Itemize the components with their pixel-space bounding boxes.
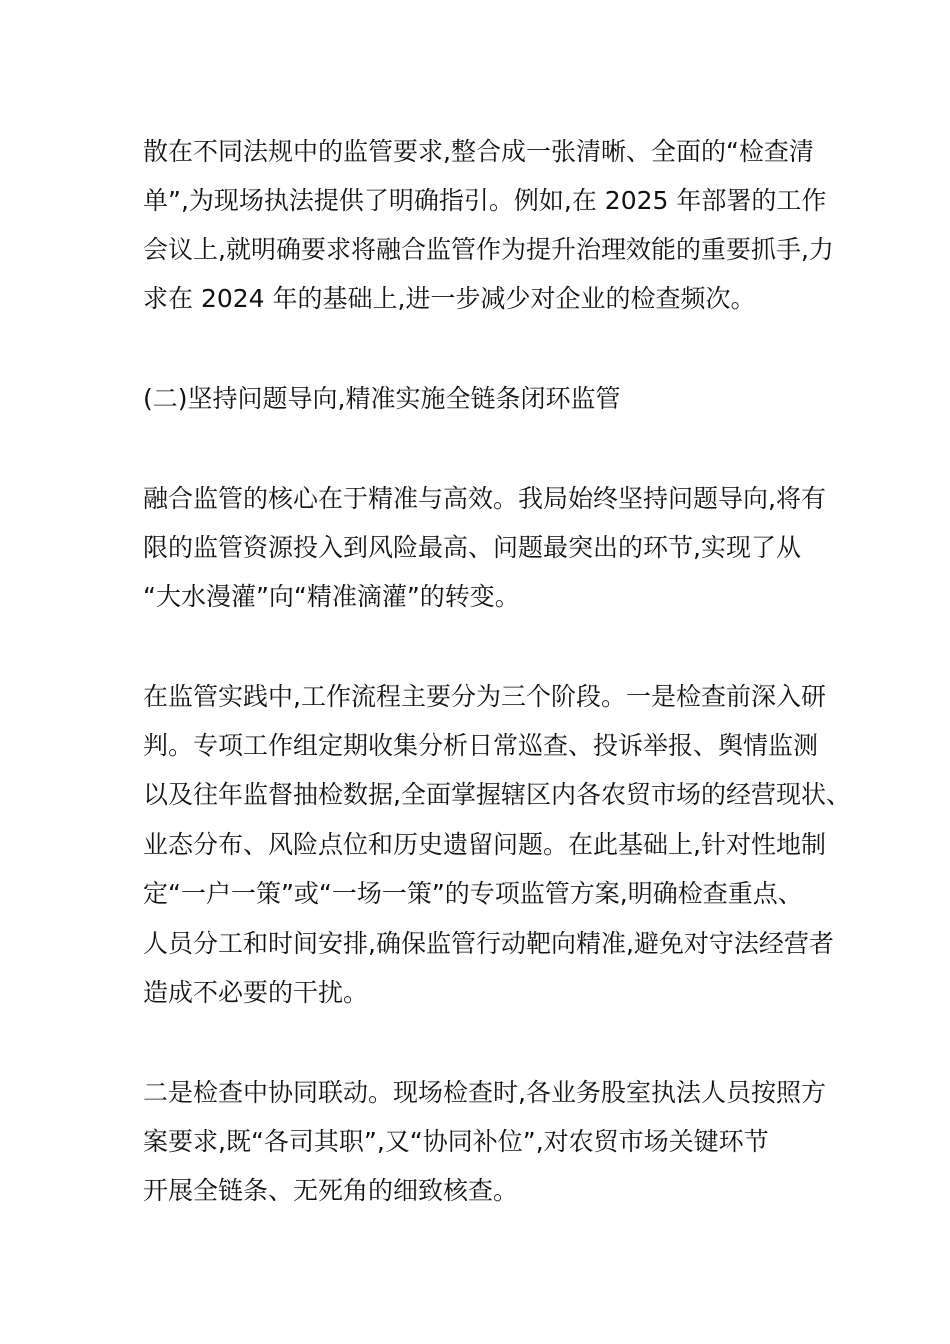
paragraph-3-line-6: 人员分工和时间安排,确保监管行动靶向精准,避免对守法经营者: [143, 929, 834, 958]
paragraph-4-line-3: 开展全链条、无死角的细致核查。: [143, 1176, 519, 1205]
paragraph-2-line-1: 融合监管的核心在于精准与高效。我局始终坚持问题导向,将有: [143, 484, 826, 513]
paragraph-3-line-2: 判。专项工作组定期收集分析日常巡查、投诉举报、舆情监测: [143, 731, 819, 760]
paragraph-3-line-7: 造成不必要的干扰。: [143, 978, 369, 1007]
paragraph-4-line-1: 二是检查中协同联动。现场检查时,各业务股室执法人员按照方: [143, 1078, 826, 1107]
paragraph-2-line-2: 限的监管资源投入到风险最高、问题最突出的环节,实现了从: [143, 533, 801, 562]
section-heading: (二)坚持问题导向,精准实施全链条闭环监管: [143, 384, 621, 413]
paragraph-3-line-3: 以及往年监督抽检数据,全面掌握辖区内各农贸市场的经营现状、: [143, 780, 851, 809]
paragraph-3-line-1: 在监管实践中,工作流程主要分为三个阶段。一是检查前深入研: [143, 682, 826, 711]
paragraph-1-line-1: 散在不同法规中的监管要求,整合成一张清晰、全面的“检查清: [143, 137, 814, 166]
paragraph-1-line-2: 单”,为现场执法提供了明确指引。例如,在 2025 年部署的工作: [143, 186, 827, 215]
paragraph-1-line-4: 求在 2024 年的基础上,进一步减少对企业的检查频次。: [143, 284, 756, 313]
paragraph-1-line-3: 会议上,就明确要求将融合监管作为提升治理效能的重要抓手,力: [143, 235, 834, 264]
paragraph-4-line-2: 案要求,既“各司其职”,又“协同补位”,对农贸市场关键环节: [143, 1127, 769, 1156]
paragraph-3-line-5: 定“一户一策”或“一场一策”的专项监管方案,明确检查重点、: [143, 879, 803, 908]
paragraph-3-line-4: 业态分布、风险点位和历史遗留问题。在此基础上,针对性地制: [143, 830, 826, 859]
paragraph-2-line-3: “大水漫灌”向“精准滴灌”的转变。: [143, 582, 520, 611]
